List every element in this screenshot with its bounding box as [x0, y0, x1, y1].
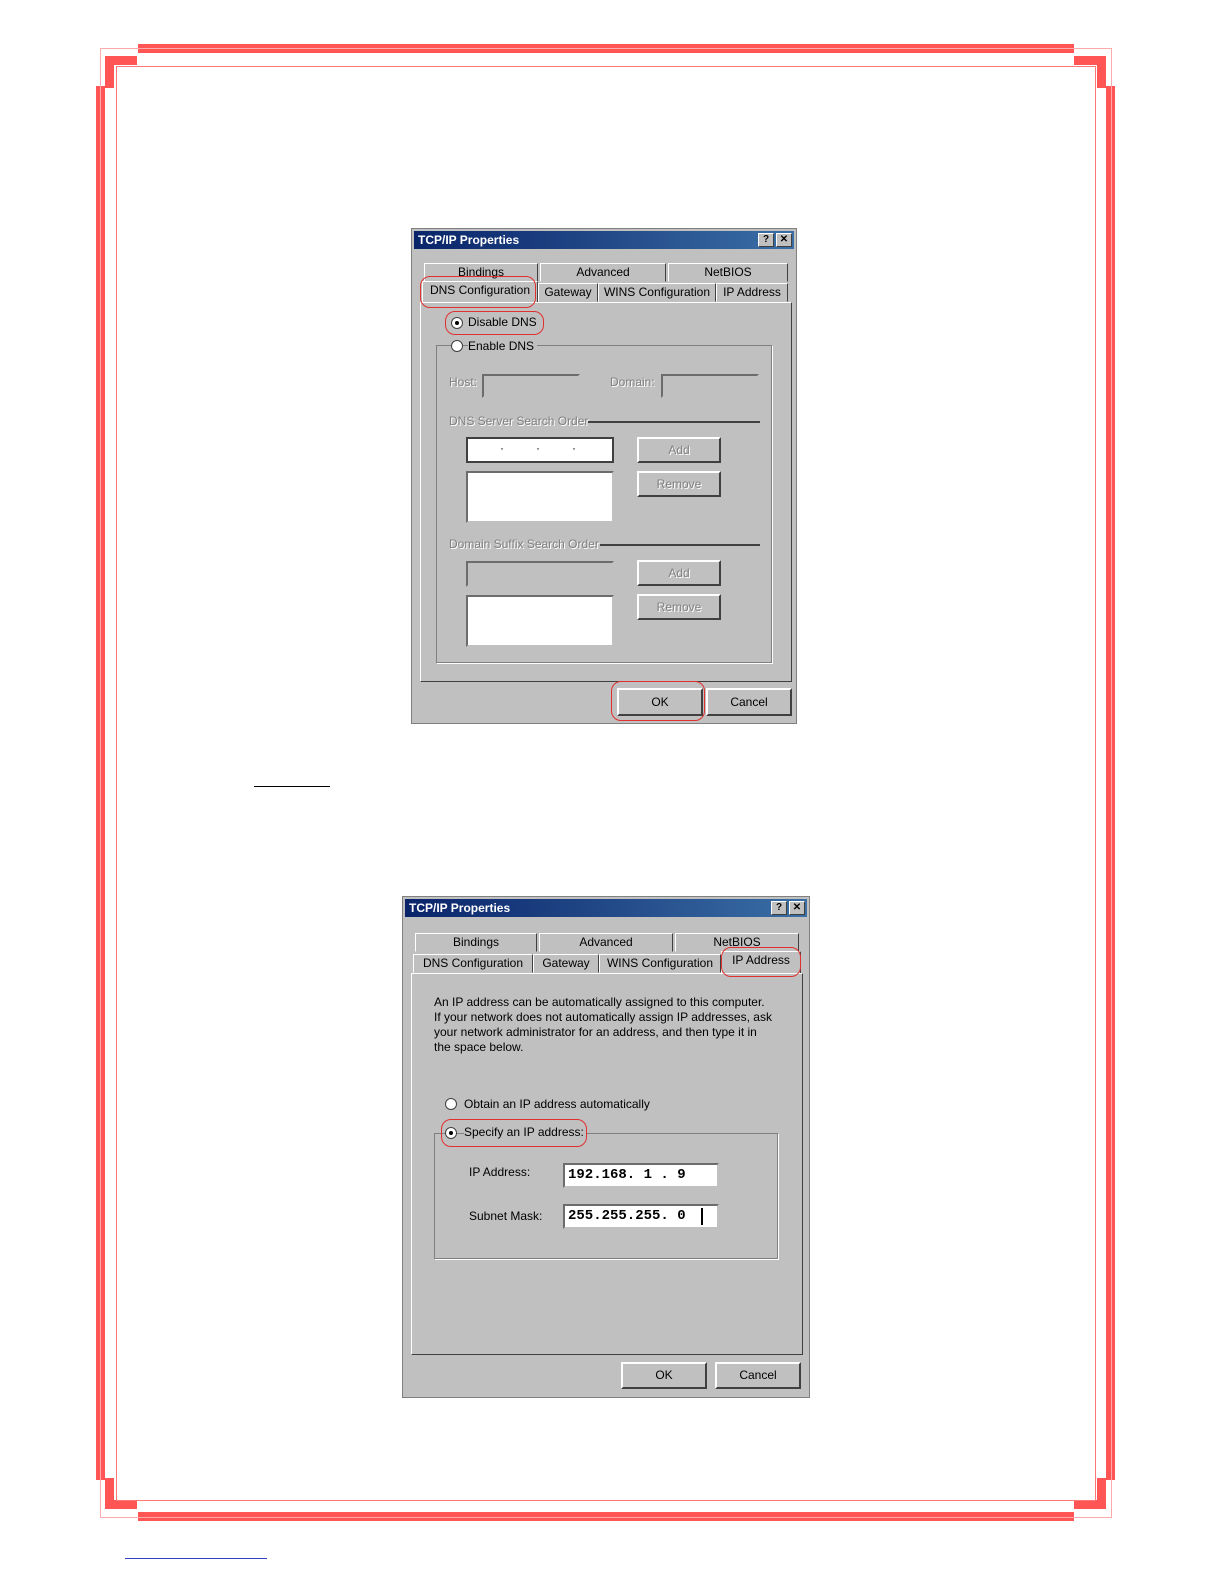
tab-advanced[interactable]: Advanced	[540, 263, 666, 282]
ok-button[interactable]: OK	[621, 1362, 707, 1389]
tab-netbios[interactable]: NetBIOS	[675, 933, 799, 952]
tcpip-dialog-dns	[411, 228, 797, 724]
tab-gateway[interactable]: Gateway	[533, 954, 599, 973]
ip-address-label: IP Address:	[469, 1165, 531, 1179]
footer-link-underline	[125, 1558, 267, 1559]
subnet-mask-input[interactable]: 255.255.255. 0	[563, 1204, 719, 1229]
close-icon[interactable]: ✕	[776, 233, 792, 247]
ip-dot: ·	[572, 441, 576, 455]
ip-dot: ·	[500, 441, 504, 455]
tab-wins-configuration[interactable]: WINS Configuration	[598, 283, 716, 302]
highlight-disable-dns	[445, 311, 544, 335]
domain-suffix-input[interactable]	[466, 561, 614, 587]
disable-dns-label: Disable DNS	[468, 315, 537, 329]
dialog-titlebar	[414, 231, 794, 249]
help-button[interactable]: ?	[771, 901, 787, 915]
cancel-button[interactable]: Cancel	[706, 688, 792, 716]
enable-dns-radio[interactable]	[451, 340, 463, 352]
domain-label: Domain:	[610, 375, 655, 389]
tab-bindings[interactable]: Bindings	[415, 933, 537, 952]
dialog-title: TCP/IP Properties	[409, 901, 511, 915]
tab-bindings[interactable]: Bindings	[424, 263, 538, 282]
help-button[interactable]: ?	[758, 233, 774, 247]
tab-ip-address[interactable]: IP Address	[721, 951, 801, 974]
domain-suffix-list[interactable]	[466, 595, 614, 647]
obtain-ip-auto-radio[interactable]	[445, 1098, 457, 1110]
dns-server-list[interactable]	[466, 471, 614, 523]
domain-input[interactable]	[661, 374, 759, 398]
tab-dns-configuration[interactable]: DNS Configuration	[413, 954, 533, 973]
ip-address-input[interactable]: 192.168. 1 . 9	[563, 1163, 719, 1188]
enable-dns-label: Enable DNS	[468, 339, 537, 353]
ip-description	[434, 995, 794, 1055]
dns-remove-button[interactable]: Remove	[637, 471, 721, 497]
suffix-search-divider	[600, 544, 760, 546]
cancel-button[interactable]: Cancel	[715, 1362, 801, 1389]
highlight-specify-ip	[441, 1119, 587, 1147]
suffix-add-button[interactable]: Add	[637, 560, 721, 586]
description-line: your network administrator for an address, and then type it in	[434, 1025, 757, 1039]
tab-ip-address[interactable]: IP Address	[716, 283, 788, 302]
tab-dns-configuration[interactable]: DNS Configuration	[422, 281, 538, 303]
text-underline-mark	[254, 786, 330, 787]
specify-ip-group	[434, 1133, 778, 1259]
close-icon[interactable]: ✕	[789, 901, 805, 915]
highlight-ip-tab	[721, 947, 801, 977]
text-cursor	[701, 1208, 703, 1225]
ip-dot: ·	[536, 441, 540, 455]
tab-gateway[interactable]: Gateway	[538, 283, 598, 302]
tcpip-dialog-ip	[402, 896, 810, 1398]
suffix-remove-button[interactable]: Remove	[637, 594, 721, 620]
dns-add-button[interactable]: Add	[637, 437, 721, 463]
tab-wins-configuration[interactable]: WINS Configuration	[599, 954, 721, 973]
dns-search-order-label: DNS Server Search Order	[449, 414, 589, 428]
host-label: Host:	[449, 375, 478, 389]
description-line: the space below.	[434, 1040, 524, 1054]
dns-search-divider	[588, 421, 760, 423]
host-input[interactable]	[482, 374, 580, 398]
subnet-mask-label: Subnet Mask:	[469, 1209, 543, 1223]
highlight-dns-tab	[420, 276, 536, 308]
specify-ip-label: Specify an IP address:	[464, 1125, 584, 1139]
dialog-titlebar	[405, 899, 807, 917]
ok-button[interactable]: OK	[617, 688, 703, 716]
tab-netbios[interactable]: NetBIOS	[668, 263, 788, 282]
domain-suffix-order-label: Domain Suffix Search Order	[449, 537, 599, 551]
dialog-title: TCP/IP Properties	[418, 233, 520, 247]
tab-advanced[interactable]: Advanced	[539, 933, 673, 952]
highlight-ok	[611, 681, 705, 721]
description-line: An IP address can be automatically assigned to this computer.	[434, 995, 765, 1009]
dns-server-ip-input[interactable]	[466, 437, 614, 463]
description-line: If your network does not automatically assign IP addresses, ask	[434, 1010, 772, 1024]
obtain-ip-auto-label: Obtain an IP address automatically	[464, 1097, 650, 1111]
